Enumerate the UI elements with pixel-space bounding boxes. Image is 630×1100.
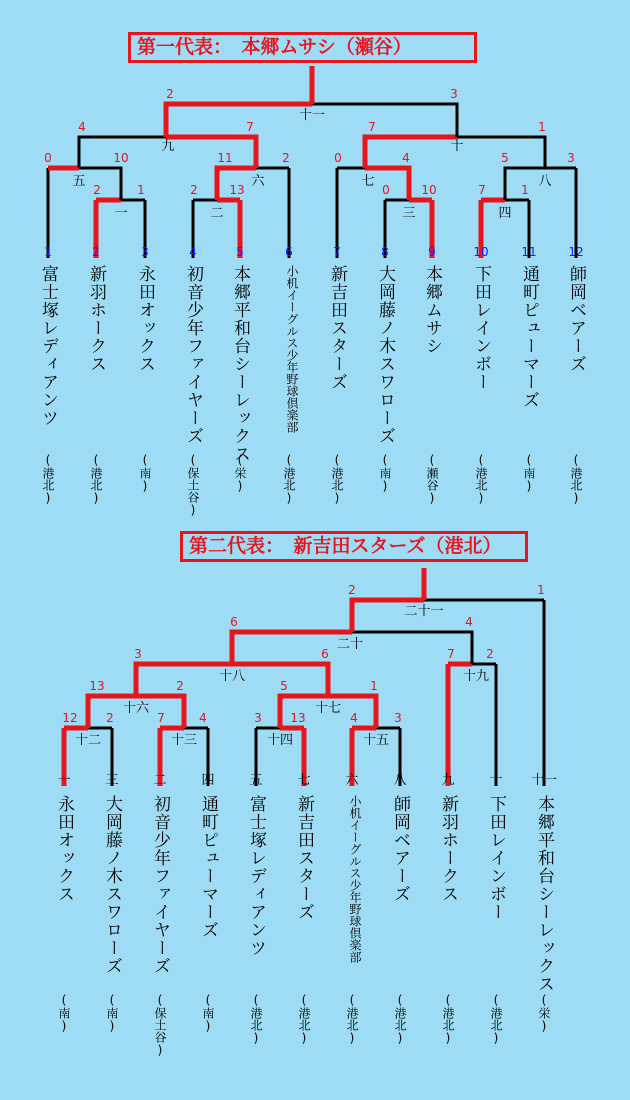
seed-1-7: 7 <box>333 245 341 259</box>
seed-2-4: 四 <box>201 773 215 788</box>
score-1-2-b: 10 <box>421 183 437 197</box>
team-name: 富士塚レディアンツ <box>38 265 58 427</box>
team-name: 新吉田スターズ <box>294 795 314 921</box>
team-name: 新羽ホークス <box>438 795 458 903</box>
team-region: (港北) <box>393 993 407 1045</box>
game-1-10-right <box>312 104 457 137</box>
team-name: 永田オックス <box>54 795 74 903</box>
score-1-3-b: 1 <box>521 183 529 197</box>
score-1-0-b: 1 <box>137 183 145 197</box>
score-2-8-a: 6 <box>230 615 238 629</box>
team-name: 本郷ムサシ <box>422 265 442 355</box>
seed-1-4: 4 <box>189 245 197 259</box>
score-2-8-b: 4 <box>465 615 473 629</box>
game-label-2-8: 二十 <box>336 637 364 652</box>
team-region: (栄) <box>537 993 551 1033</box>
seed-1-9: 9 <box>428 245 436 259</box>
game-label-1-4: 五 <box>72 174 86 189</box>
game-label-2-5: 十七 <box>314 701 342 716</box>
team-name: 下田レインボー <box>486 795 506 921</box>
game-1-9-left <box>365 137 457 168</box>
game-label-2-0: 十二 <box>74 733 102 748</box>
seed-2-1: 一 <box>57 773 71 788</box>
game-label-1-5: 六 <box>251 174 265 189</box>
game-label-1-9: 十 <box>450 139 464 154</box>
team-region: (港北) <box>569 453 583 505</box>
game-label-1-2: 三 <box>402 206 416 221</box>
score-1-0-a: 2 <box>93 183 101 197</box>
score-2-3-a: 4 <box>350 711 358 725</box>
score-2-1-a: 7 <box>157 711 165 725</box>
game-label-1-10: 十一 <box>298 108 326 123</box>
team-region: (港北) <box>345 993 359 1045</box>
game-label-2-1: 十三 <box>170 733 198 748</box>
score-2-6-a: 3 <box>134 647 142 661</box>
score-1-6-b: 4 <box>402 151 410 165</box>
team-name: 新羽ホークス <box>86 265 106 373</box>
game-2-8-left <box>232 632 352 664</box>
team-name: 下田レインボー <box>471 265 491 391</box>
score-1-7-b: 3 <box>567 151 575 165</box>
team-name: 富士塚レディアンツ <box>246 795 266 957</box>
team-region: (南) <box>57 993 71 1033</box>
team-region: (南) <box>105 993 119 1033</box>
game-label-1-1: 二 <box>210 206 224 221</box>
seed-1-8: 8 <box>381 245 389 259</box>
team-name: 大岡藤ノ木スワローズ <box>102 795 122 975</box>
score-1-7-a: 5 <box>501 151 509 165</box>
game-label-1-0: 一 <box>114 206 128 221</box>
game-label-1-7: 八 <box>538 174 552 189</box>
score-2-7-a: 7 <box>447 647 455 661</box>
seed-2-3: 二 <box>153 773 167 788</box>
team-region: (南) <box>522 453 536 493</box>
team-region: (港北) <box>297 993 311 1045</box>
team-name: 永田オックス <box>135 265 155 373</box>
seed-2-8: 八 <box>393 773 407 788</box>
team-name: 通町ピューマーズ <box>198 795 218 939</box>
score-2-4-a: 13 <box>89 679 105 693</box>
team-region: (港北) <box>41 453 55 505</box>
team-name: 通町ピューマーズ <box>519 265 539 409</box>
seed-1-3: 3 <box>141 245 149 259</box>
team-region: (栄) <box>233 453 247 493</box>
seed-1-10: 10 <box>473 245 489 259</box>
score-1-8-b: 7 <box>246 120 254 134</box>
seed-2-11: 十一 <box>530 773 558 788</box>
team-region: (瀬谷) <box>425 453 439 505</box>
score-1-5-b: 2 <box>282 151 290 165</box>
seed-2-9: 九 <box>441 773 455 788</box>
score-1-4-a: 0 <box>44 151 52 165</box>
score-2-7-b: 2 <box>486 647 494 661</box>
score-2-3-b: 3 <box>394 711 402 725</box>
team-name: 大岡藤ノ木スワローズ <box>375 265 395 445</box>
game-label-2-3: 十五 <box>362 733 390 748</box>
score-1-2-a: 0 <box>382 183 390 197</box>
game-label-2-4: 十六 <box>122 701 150 716</box>
game-2-6-left <box>136 664 232 696</box>
team-name: 小机イーグルス少年野球倶楽部 <box>285 265 299 433</box>
team-region: (港北) <box>474 453 488 505</box>
score-2-5-a: 5 <box>280 679 288 693</box>
score-1-10-b: 3 <box>450 87 458 101</box>
game-label-2-7: 十九 <box>462 669 490 684</box>
game-label-1-8: 九 <box>161 139 175 154</box>
score-1-9-b: 1 <box>538 120 546 134</box>
team-name: 師岡ベアーズ <box>566 265 586 373</box>
team-name: 小机イーグルス少年野球倶楽部 <box>348 795 362 963</box>
team-region: (保土谷) <box>153 993 167 1057</box>
seed-2-2: 三 <box>105 773 119 788</box>
team-name: 本郷平和台シーレックス <box>230 265 250 463</box>
seed-2-7: 六 <box>345 773 359 788</box>
team-name: 本郷平和台シーレックス <box>534 795 554 993</box>
score-1-1-a: 2 <box>190 183 198 197</box>
team-region: (港北) <box>330 453 344 505</box>
score-2-4-b: 2 <box>176 679 184 693</box>
seed-2-5: 五 <box>249 773 263 788</box>
team-region: (港北) <box>249 993 263 1045</box>
seed-1-6: 6 <box>285 245 293 259</box>
seed-2-6: 七 <box>297 773 311 788</box>
seed-1-5: 5 <box>236 245 244 259</box>
score-1-1-b: 13 <box>229 183 245 197</box>
team-name: 師岡ベアーズ <box>390 795 410 903</box>
team-region: (南) <box>378 453 392 493</box>
team-name: 初音少年ファイヤーズ <box>183 265 203 445</box>
team-region: (港北) <box>282 453 296 505</box>
team-region: (港北) <box>89 453 103 505</box>
score-2-0-a: 12 <box>62 711 78 725</box>
game-label-2-9: 二十一 <box>404 604 444 619</box>
team-region: (保土谷) <box>186 453 200 517</box>
score-2-2-b: 13 <box>290 711 306 725</box>
score-2-9-a: 2 <box>348 583 356 597</box>
score-1-6-a: 0 <box>334 151 342 165</box>
score-2-5-b: 1 <box>370 679 378 693</box>
score-1-9-a: 7 <box>368 120 376 134</box>
score-2-0-b: 2 <box>106 711 114 725</box>
game-1-8-right <box>166 137 256 168</box>
score-1-5-a: 11 <box>217 151 233 165</box>
game-label-1-6: 七 <box>361 174 375 189</box>
score-1-8-a: 4 <box>78 120 86 134</box>
bracket-1-title: 第一代表： 本郷ムサシ（瀬谷） <box>128 32 477 63</box>
bracket-2-title: 第二代表： 新吉田スターズ（港北） <box>180 531 528 562</box>
team-name: 初音少年ファイヤーズ <box>150 795 170 975</box>
team-region: (港北) <box>441 993 455 1045</box>
score-1-3-a: 7 <box>478 183 486 197</box>
score-2-1-b: 4 <box>199 711 207 725</box>
seed-2-10: 十 <box>489 773 503 788</box>
team-region: (港北) <box>489 993 503 1045</box>
seed-1-2: 2 <box>92 245 100 259</box>
team-name: 新吉田スターズ <box>327 265 347 391</box>
score-2-6-b: 6 <box>321 647 329 661</box>
seed-1-1: 1 <box>44 245 52 259</box>
team-region: (南) <box>138 453 152 493</box>
game-label-2-2: 十四 <box>266 733 294 748</box>
score-2-2-a: 3 <box>254 711 262 725</box>
seed-1-11: 11 <box>521 245 537 259</box>
score-1-10-a: 2 <box>166 87 174 101</box>
game-1-10-left <box>166 104 312 137</box>
score-2-9-b: 1 <box>537 583 545 597</box>
game-label-2-6: 十八 <box>218 669 246 684</box>
team-region: (南) <box>201 993 215 1033</box>
seed-1-12: 12 <box>568 245 584 259</box>
game-label-1-3: 四 <box>498 206 512 221</box>
score-1-4-b: 10 <box>113 151 129 165</box>
